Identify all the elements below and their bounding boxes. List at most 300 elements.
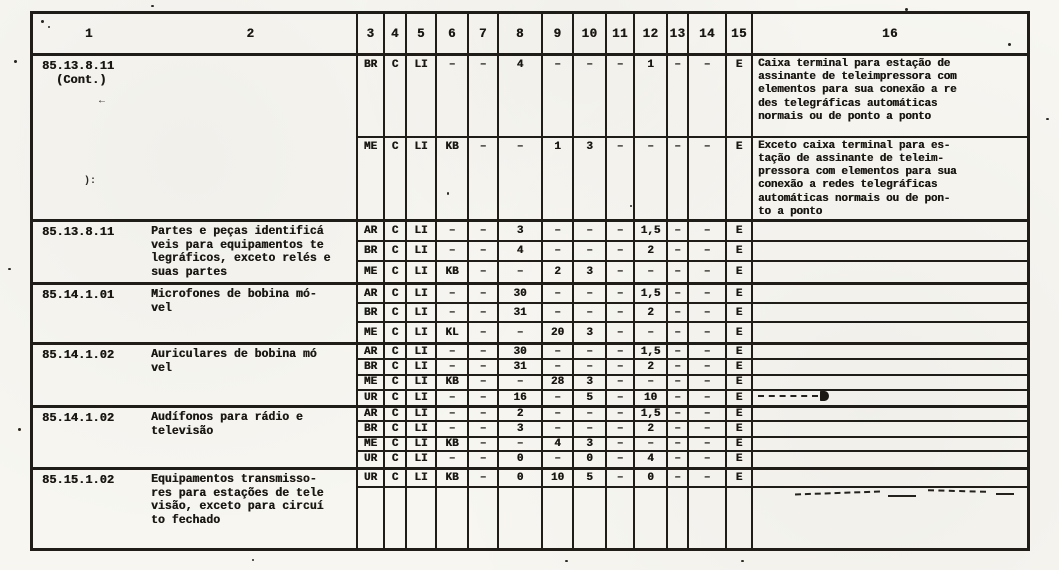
value-cell-col3: UR [358, 470, 385, 486]
value-cell-col3: ME [358, 262, 385, 282]
value-cell-col8: – [499, 262, 543, 282]
value-cell-col12: 1,5 [635, 285, 668, 302]
table-row [358, 408, 1027, 422]
value-cell-col11: – [607, 323, 635, 342]
value-cell-col6: KB [437, 438, 469, 450]
value-cell-col5: LI [407, 438, 437, 450]
empty-cell [543, 488, 574, 548]
description-line: Microfones de bobina mó- [151, 288, 317, 301]
value-cell-col10: – [574, 242, 607, 260]
value-cell-col15: E [727, 408, 753, 420]
table-row [358, 56, 1027, 138]
value-cell-col7: – [469, 470, 499, 486]
value-cell-col15: E [727, 452, 753, 467]
value-cell-col11: – [607, 285, 635, 302]
value-cell-col13: – [668, 408, 689, 420]
tariff-note-cell [753, 323, 1027, 342]
group-left-block [33, 285, 358, 342]
value-cell-col10: 5 [574, 391, 607, 405]
value-cell-col6: KB [437, 470, 469, 486]
empty-cell [689, 488, 727, 548]
value-cell-col14: – [689, 138, 727, 219]
table-row [358, 222, 1027, 242]
value-cell-col8: 4 [499, 56, 543, 136]
table-row [358, 304, 1027, 323]
value-cell-col3: ME [358, 376, 385, 389]
empty-cell [635, 488, 668, 548]
value-cell-col4: C [385, 285, 407, 302]
value-cell-col3: ME [358, 323, 385, 342]
description-line: Equipamentos transmisso- [151, 473, 317, 486]
scan-dash-mark [758, 395, 818, 397]
value-cell-col12: 2 [635, 304, 668, 321]
value-cell-col3: AR [358, 285, 385, 302]
scan-stray-text: ): [84, 176, 97, 187]
commodity-description [145, 56, 356, 219]
value-cell-col7: – [469, 360, 499, 373]
header-cell-13: 13 [668, 14, 689, 53]
value-cell-col8: 30 [499, 345, 543, 358]
value-cell-col4: C [385, 138, 407, 219]
value-cell-col10: – [574, 222, 607, 240]
value-cell-col9: 20 [543, 323, 574, 342]
value-cell-col3: AR [358, 345, 385, 358]
value-cell-col11: – [607, 438, 635, 450]
value-cell-col8: – [499, 138, 543, 219]
empty-cell [499, 488, 543, 548]
commodity-code-cell [33, 408, 145, 467]
value-cell-col6: – [437, 360, 469, 373]
scan-scribble [888, 495, 916, 497]
value-cell-col15: E [727, 285, 753, 302]
tariff-note-cell [753, 138, 1027, 219]
value-cell-col7: – [469, 138, 499, 219]
value-cell-col10: – [574, 285, 607, 302]
table-row [358, 262, 1027, 282]
value-cell-col11: – [607, 304, 635, 321]
empty-cell [407, 488, 437, 548]
commodity-description [145, 470, 356, 548]
value-cell-col8: 30 [499, 285, 543, 302]
value-cell-col12: – [635, 376, 668, 389]
header-cell-7: 7 [469, 14, 499, 53]
value-cell-col15: E [727, 345, 753, 358]
value-cell-col7: – [469, 222, 499, 240]
table-row [358, 438, 1027, 452]
value-cell-col10: – [574, 304, 607, 321]
value-cell-col15: E [727, 262, 753, 282]
value-cell-col7: – [469, 262, 499, 282]
value-cell-col5: LI [407, 360, 437, 373]
value-cell-col8: 0 [499, 470, 543, 486]
value-cell-col6: – [437, 408, 469, 420]
value-cell-col3: UR [358, 452, 385, 467]
group-left-block [33, 408, 358, 467]
value-cell-col10: 0 [574, 452, 607, 467]
table-row [358, 242, 1027, 262]
value-cell-col7: – [469, 242, 499, 260]
value-cell-col11: – [607, 345, 635, 358]
value-cell-col15: E [727, 222, 753, 240]
value-cell-col8: 31 [499, 304, 543, 321]
value-cell-col12: 2 [635, 242, 668, 260]
value-cell-col11: – [607, 222, 635, 240]
commodity-description [145, 345, 356, 405]
scan-speck [741, 560, 744, 562]
value-cell-col9: – [543, 56, 574, 136]
value-cell-col7: – [469, 422, 499, 435]
header-cell-2: 2 [145, 14, 358, 53]
group-value-rows [358, 222, 1027, 282]
value-cell-col5: LI [407, 391, 437, 405]
value-cell-col9: – [543, 222, 574, 240]
header-cell-12: 12 [635, 14, 668, 53]
value-cell-col7: – [469, 452, 499, 467]
value-cell-col14: – [689, 262, 727, 282]
description-line: veis para equipamentos te [151, 238, 324, 252]
value-cell-col13: – [668, 391, 689, 405]
tariff-table [30, 11, 1030, 551]
value-cell-col14: – [689, 345, 727, 358]
value-cell-col3: BR [358, 242, 385, 260]
value-cell-col4: C [385, 262, 407, 282]
empty-cell [727, 488, 753, 548]
value-cell-col11: – [607, 376, 635, 389]
value-cell-col6: – [437, 452, 469, 467]
value-cell-col5: LI [407, 242, 437, 260]
value-cell-col3: BR [358, 360, 385, 373]
value-cell-col8: 16 [499, 391, 543, 405]
tariff-note-cell [753, 242, 1027, 260]
value-cell-col14: – [689, 323, 727, 342]
value-cell-col12: – [635, 323, 668, 342]
empty-cell [385, 488, 407, 548]
tariff-note-line: to a ponto [758, 205, 823, 218]
value-cell-col8: 2 [499, 408, 543, 420]
value-cell-col13: – [668, 422, 689, 435]
value-cell-col3: UR [358, 391, 385, 405]
value-cell-col4: C [385, 56, 407, 136]
value-cell-col12: 0 [635, 470, 668, 486]
header-cell-14: 14 [689, 14, 727, 53]
tariff-note-cell [753, 438, 1027, 450]
value-cell-col9: – [543, 422, 574, 435]
value-cell-col6: – [437, 345, 469, 358]
value-cell-col4: C [385, 408, 407, 420]
value-cell-col14: – [689, 242, 727, 260]
commodity-code: 85.14.1.02 [42, 411, 115, 425]
tariff-note-line: automáticas normais ou de pon- [758, 192, 951, 205]
value-cell-col6: KL [437, 323, 469, 342]
value-cell-col10: 3 [574, 323, 607, 342]
commodity-description [145, 222, 356, 282]
value-cell-col14: – [689, 222, 727, 240]
commodity-code-cell [33, 285, 145, 342]
value-cell-col12: 1,5 [635, 345, 668, 358]
tariff-note-cell [753, 408, 1027, 420]
value-cell-col5: LI [407, 470, 437, 486]
scan-speck [1046, 118, 1049, 120]
tariff-note-cell [753, 391, 1027, 405]
value-cell-col10: 3 [574, 438, 607, 450]
value-cell-col9: – [543, 360, 574, 373]
value-cell-col5: LI [407, 452, 437, 467]
tariff-note-cell [753, 360, 1027, 373]
value-cell-col11: – [607, 262, 635, 282]
group-value-rows [358, 345, 1027, 405]
group-left-block [33, 345, 358, 405]
value-cell-col13: – [668, 262, 689, 282]
value-cell-col14: – [689, 438, 727, 450]
description-line: to fechado [151, 513, 221, 527]
value-cell-col13: – [668, 222, 689, 240]
value-cell-col9: 10 [543, 470, 574, 486]
value-cell-col5: LI [407, 285, 437, 302]
value-cell-col4: C [385, 438, 407, 450]
value-cell-col12: 1,5 [635, 222, 668, 240]
value-cell-col14: – [689, 376, 727, 389]
value-cell-col8: 3 [499, 222, 543, 240]
value-cell-col4: C [385, 422, 407, 435]
tariff-note-line: Caixa terminal para estação de [758, 58, 951, 70]
empty-cell [437, 488, 469, 548]
commodity-group [33, 408, 1027, 470]
header-cell-5: 5 [407, 14, 437, 53]
value-cell-col5: LI [407, 304, 437, 321]
tariff-note-cell [753, 262, 1027, 282]
tariff-note-line: normais ou de ponto a ponto [758, 110, 931, 123]
value-cell-col15: E [727, 376, 753, 389]
group-value-rows [358, 285, 1027, 342]
value-cell-col15: E [727, 323, 753, 342]
header-cell-15: 15 [727, 14, 753, 53]
value-cell-col11: – [607, 422, 635, 435]
value-cell-col15: E [727, 470, 753, 486]
value-cell-col5: LI [407, 138, 437, 219]
commodity-code-cell [33, 56, 145, 219]
description-line: suas partes [151, 265, 227, 279]
tariff-note-line: elementos para sua conexão a re [758, 84, 957, 97]
value-cell-col5: LI [407, 262, 437, 282]
tariff-note-line: conexão a redes telegráficas [758, 179, 938, 192]
commodity-description [145, 285, 356, 342]
group-left-block [33, 470, 358, 548]
value-cell-col13: – [668, 438, 689, 450]
value-cell-col13: – [668, 285, 689, 302]
value-cell-col6: – [437, 222, 469, 240]
value-cell-col13: – [668, 323, 689, 342]
value-cell-col6: KB [437, 138, 469, 219]
value-cell-col11: – [607, 360, 635, 373]
tariff-note-cell [753, 56, 1027, 136]
empty-cell [668, 488, 689, 548]
value-cell-col12: – [635, 262, 668, 282]
empty-cell [358, 488, 385, 548]
value-cell-col11: – [607, 242, 635, 260]
value-cell-col10: – [574, 360, 607, 373]
value-cell-col14: – [689, 360, 727, 373]
value-cell-col10: 3 [574, 262, 607, 282]
value-cell-col9: – [543, 408, 574, 420]
value-cell-col3: ME [358, 138, 385, 219]
scan-speck [565, 560, 568, 562]
value-cell-col13: – [668, 470, 689, 486]
value-cell-col12: 4 [635, 452, 668, 467]
value-cell-col14: – [689, 422, 727, 435]
header-cell-10: 10 [574, 14, 607, 53]
table-row [358, 345, 1027, 360]
value-cell-col11: – [607, 452, 635, 467]
tariff-note-line: Exceto caixa terminal para es- [758, 139, 951, 152]
scan-speck [14, 60, 17, 63]
value-cell-col5: LI [407, 422, 437, 435]
table-row [358, 360, 1027, 375]
value-cell-col8: 0 [499, 452, 543, 467]
scan-speck [1008, 43, 1011, 46]
table-body [33, 56, 1027, 548]
empty-note-cell [753, 488, 1027, 548]
value-cell-col7: – [469, 376, 499, 389]
value-cell-col6: KB [437, 262, 469, 282]
value-cell-col5: LI [407, 345, 437, 358]
value-cell-col8: 4 [499, 242, 543, 260]
value-cell-col12: 1,5 [635, 408, 668, 420]
scan-speck [905, 8, 908, 11]
commodity-group [33, 56, 1027, 222]
value-cell-col4: C [385, 345, 407, 358]
value-cell-col4: C [385, 304, 407, 321]
value-cell-col14: – [689, 391, 727, 405]
tariff-note-line: des telegráficas automáticas [758, 97, 938, 110]
value-cell-col10: 3 [574, 376, 607, 389]
value-cell-col9: – [543, 452, 574, 467]
value-cell-col15: E [727, 304, 753, 321]
table-row [358, 470, 1027, 488]
header-cell-6: 6 [437, 14, 469, 53]
value-cell-col10: 3 [574, 138, 607, 219]
tariff-note-cell [753, 470, 1027, 486]
value-cell-col10: 5 [574, 470, 607, 486]
table-header-row [33, 14, 1027, 56]
commodity-description [145, 408, 356, 467]
value-cell-col14: – [689, 285, 727, 302]
value-cell-col11: – [607, 408, 635, 420]
value-cell-col9: – [543, 304, 574, 321]
tariff-note-cell [753, 222, 1027, 240]
table-row [358, 422, 1027, 437]
value-cell-col3: BR [358, 304, 385, 321]
value-cell-col10: – [574, 408, 607, 420]
value-cell-col15: E [727, 391, 753, 405]
value-cell-col15: E [727, 56, 753, 136]
value-cell-col13: – [668, 304, 689, 321]
tariff-note-cell [753, 422, 1027, 435]
commodity-code-cell [33, 345, 145, 405]
value-cell-col13: – [668, 345, 689, 358]
empty-cell [469, 488, 499, 548]
value-cell-col14: – [689, 56, 727, 136]
commodity-code: 85.15.1.02 [42, 473, 115, 487]
value-cell-col6: KB [437, 376, 469, 389]
group-left-block [33, 56, 358, 219]
value-cell-col12: 2 [635, 422, 668, 435]
header-cell-1: 1 [84, 26, 93, 41]
group-left-block [33, 222, 358, 282]
value-cell-col7: – [469, 285, 499, 302]
description-line: legráficos, exceto relés e [151, 252, 331, 265]
scan-scribble [996, 493, 1014, 495]
value-cell-col11: – [607, 138, 635, 219]
value-cell-col6: – [437, 391, 469, 405]
value-cell-col11: – [607, 391, 635, 405]
value-cell-col8: – [499, 323, 543, 342]
value-cell-col9: 4 [543, 438, 574, 450]
scan-speck [252, 559, 254, 561]
table-row [358, 391, 1027, 405]
value-cell-col8: 31 [499, 360, 543, 373]
value-cell-col3: AR [358, 222, 385, 240]
value-cell-col9: 2 [543, 262, 574, 282]
table-row [358, 323, 1027, 342]
value-cell-col6: – [437, 304, 469, 321]
value-cell-col15: E [727, 422, 753, 435]
tariff-note-cell [753, 376, 1027, 389]
value-cell-col15: E [727, 360, 753, 373]
value-cell-col3: ME [358, 438, 385, 450]
value-cell-col8: 3 [499, 422, 543, 435]
value-cell-col6: – [437, 56, 469, 136]
commodity-group [33, 222, 1027, 285]
empty-row [358, 488, 1027, 548]
value-cell-col7: – [469, 391, 499, 405]
commodity-group [33, 285, 1027, 345]
commodity-code: 85.14.1.02 [42, 348, 115, 362]
commodity-code: 85.14.1.01 [42, 288, 115, 302]
empty-cell [607, 488, 635, 548]
tariff-note-cell [753, 345, 1027, 358]
value-cell-col9: – [543, 391, 574, 405]
value-cell-col4: C [385, 222, 407, 240]
value-cell-col12: 10 [635, 391, 668, 405]
value-cell-col11: – [607, 56, 635, 136]
value-cell-col10: – [574, 345, 607, 358]
description-line: Audífonos para rádio e [151, 411, 303, 424]
commodity-group [33, 345, 1027, 408]
scan-speck [630, 205, 632, 207]
value-cell-col5: LI [407, 376, 437, 389]
description-line: vel [151, 361, 172, 375]
value-cell-col8: – [499, 438, 543, 450]
value-cell-col14: – [689, 452, 727, 467]
header-cell-3: 3 [358, 14, 385, 53]
value-cell-col5: LI [407, 56, 437, 136]
value-cell-col5: LI [407, 323, 437, 342]
value-cell-col3: BR [358, 56, 385, 136]
value-cell-col7: – [469, 56, 499, 136]
table-row [358, 285, 1027, 304]
table-row [358, 376, 1027, 391]
commodity-code: 85.13.8.11 [42, 59, 115, 73]
commodity-code-continuation: (Cont.) [56, 73, 107, 87]
value-cell-col10: – [574, 422, 607, 435]
group-value-rows [358, 56, 1027, 219]
table-row [358, 138, 1027, 219]
description-line: televisão [151, 424, 214, 438]
tariff-note-line: assinante de teleimpressora com [758, 71, 957, 84]
value-cell-col13: – [668, 452, 689, 467]
value-cell-col9: 1 [543, 138, 574, 219]
value-cell-col14: – [689, 304, 727, 321]
